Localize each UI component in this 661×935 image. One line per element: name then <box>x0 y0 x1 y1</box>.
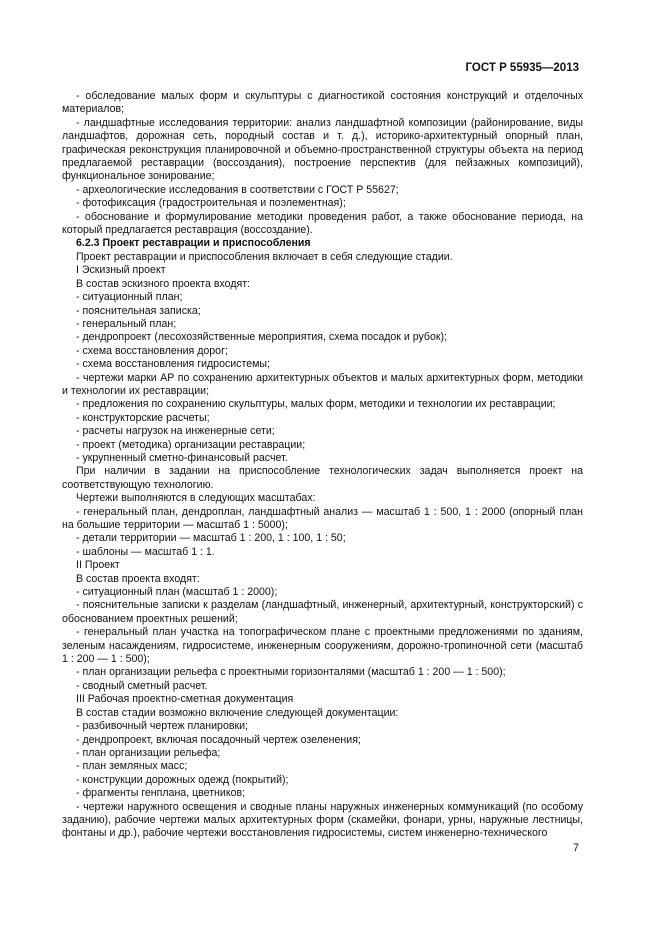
list-item: - конструкции дорожных одежд (покрытий); <box>76 773 289 786</box>
list-item: - ситуационный план (масштаб 1 : 2000); <box>76 586 278 599</box>
list-item: - ситуационный план; <box>76 291 183 304</box>
paragraph: В состав проекта входят: <box>76 572 200 585</box>
list-item: - дендропроект (лесохозяйственные мероприятия, схема посадок и рубок); <box>76 331 447 344</box>
document-body <box>62 90 583 841</box>
list-item: - конструкторские расчеты; <box>76 411 210 424</box>
paragraph: В состав эскизного проекта входят: <box>76 277 251 290</box>
paragraph: При наличии в задании на приспособление технологических задач выполняется проект на соответствующую технологию. <box>62 465 583 491</box>
stage-title: III Рабочая проектно-сметная документация <box>76 693 294 706</box>
document-header: ГОСТ Р 55935—2013 <box>465 62 579 74</box>
list-item: - детали территории — масштаб 1 : 200, 1 : 100, 1 : 50; <box>76 532 346 545</box>
list-item: - шаблоны — масштаб 1 : 1. <box>76 545 215 558</box>
list-item: - фрагменты генплана, цветников; <box>76 787 246 800</box>
list-item: - генеральный план, дендроплан, ландшафтный анализ — масштаб 1 : 500, 1 : 2000 (опорный план на большие территории — масштаб 1 : 5000); <box>62 505 583 531</box>
list-item: - чертежи марки АР по сохранению архитектурных объектов и малых архитектурных форм, методики и технологии их реставрации; <box>62 371 583 397</box>
paragraph: Чертежи выполняются в следующих масштабах: <box>76 492 316 505</box>
paragraph: - фотофиксация (градостроительная и поэлементная); <box>76 197 346 210</box>
paragraph: - обследование малых форм и скульптуры с диагностикой состояния конструкций и отделочных материалов; <box>62 90 583 116</box>
list-item: - расчеты нагрузок на инженерные сети; <box>76 425 275 438</box>
stage-title: II Проект <box>76 559 120 572</box>
paragraph: - археологические исследования в соответствии с ГОСТ Р 55627; <box>76 183 399 196</box>
list-item: - чертежи наружного освещения и сводные планы наружных инженерных коммуникаций (по особому заданию), рабочие чертежи малых архитектурных форм (скамейки, фонари, урны, наружные лестницы, фонтаны и др.), рабочие чертежи восстановления гидросистемы, систем инженерно-технического <box>62 800 583 840</box>
list-item: - пояснительная записка; <box>76 304 201 317</box>
paragraph: - обоснование и формулирование методики проведения работ, а также обоснование периода, на который предлагается реставрация (воссоздание). <box>62 210 583 237</box>
list-item: - предложения по сохранению скульптуры, малых форм, методики и технологии их реставрации; <box>76 398 556 411</box>
list-item: - схема восстановления дорог; <box>76 344 228 357</box>
paragraph: - ландшафтные исследования территории: анализ ландшафтной композиции (районирование, виды ландшафтов, дорожная сеть, породный состав и т. д.), историко-архитектурный опорный план, графическая реконструкция планировочной и объемно-пространственной структуры объекта на период предлагаемой реставрации (воссоздания), построение перспектив (для пейзажных композиций), функциональное зонирование; <box>62 116 583 183</box>
page-number: 7 <box>573 842 579 854</box>
paragraph: Проект реставрации и приспособления включает в себя следующие стадии. <box>76 250 453 263</box>
list-item: - проект (методика) организации реставрации; <box>76 438 306 451</box>
stage-title: I Эскизный проект <box>76 264 166 277</box>
list-item: - план земляных масс; <box>76 760 188 773</box>
paragraph: В состав стадии возможно включение следующей документации: <box>76 706 399 719</box>
list-item: - план организации рельефа с проектными горизонталями (масштаб 1 : 200 — 1 : 500); <box>76 666 506 679</box>
section-heading: 6.2.3 Проект реставрации и приспособления <box>76 237 311 250</box>
list-item: - пояснительные записки к разделам (ландшафтный, инженерный, архитектурный, конструкторский) с обоснованием проектных решений; <box>62 599 583 625</box>
list-item: - дендропроект, включая посадочный чертеж озеленения; <box>76 733 361 746</box>
list-item: - генеральный план участка на топографическом плане с проектными предложениями по зданиям, зеленым насаждениям, гидросистеме, инженерным сооружениям, дорожно-тропиночной сети (масштаб 1 : 200 — 1 : 500); <box>62 626 583 666</box>
list-item: - сводный сметный расчет. <box>76 679 208 692</box>
list-item: - разбивочный чертеж планировки; <box>76 720 248 733</box>
list-item: - укрупненный сметно-финансовый расчет. <box>76 451 288 464</box>
list-item: - генеральный план; <box>76 317 177 330</box>
list-item: - план организации рельефа; <box>76 746 221 759</box>
list-item: - схема восстановления гидросистемы; <box>76 358 270 371</box>
